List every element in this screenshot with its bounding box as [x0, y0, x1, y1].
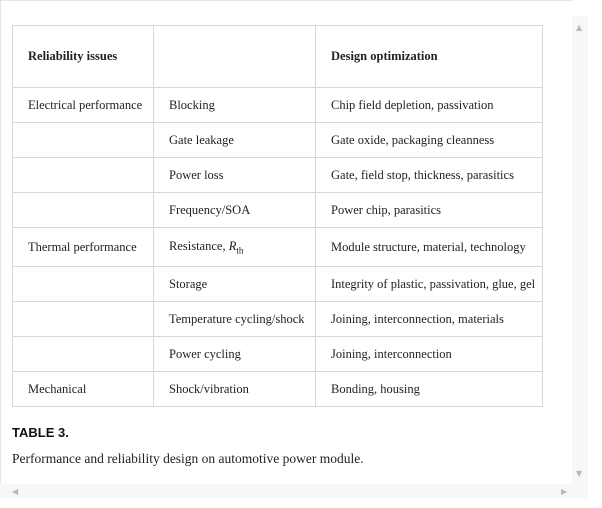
cell-category: Thermal performance — [13, 228, 154, 267]
cell-category — [13, 193, 154, 228]
table-row — [13, 88, 543, 123]
cell-issue: Temperature cycling/shock — [154, 302, 316, 337]
cell-issue: Gate leakage — [154, 123, 316, 158]
cell-category — [13, 337, 154, 372]
cell-issue: Frequency/SOA — [154, 193, 316, 228]
header-issue-type — [154, 26, 316, 88]
reliability-table — [12, 25, 543, 407]
cell-optimization: Integrity of plastic, passivation, glue, gel — [316, 267, 543, 302]
cell-issue: Power cycling — [154, 337, 316, 372]
cell-optimization: Power chip, parasitics — [316, 193, 543, 228]
cell-category: Electrical performance — [13, 88, 154, 123]
cell-optimization: Joining, interconnection — [316, 337, 543, 372]
scroll-right-icon[interactable]: ▶ — [561, 487, 568, 496]
cell-issue: Power loss — [154, 158, 316, 193]
table-caption-text: Performance and reliability design on automotive power module. — [12, 451, 364, 466]
cell-issue: Blocking — [154, 88, 316, 123]
cell-issue — [154, 228, 316, 267]
table-row — [13, 158, 543, 193]
cell-optimization: Gate, field stop, thickness, parasitics — [316, 158, 543, 193]
scroll-left-icon[interactable]: ◀ — [12, 487, 19, 496]
table-row — [13, 228, 543, 267]
issue-symbol: R — [228, 238, 237, 253]
scroll-up-icon[interactable]: ▲ — [576, 23, 583, 32]
issue-prefix: Resistance, — [169, 238, 229, 253]
table-row — [13, 193, 543, 228]
cell-optimization: Gate oxide, packaging cleanness — [316, 123, 543, 158]
horizontal-scrollbar[interactable] — [0, 484, 572, 498]
header-design-optimization: Design optimization — [316, 26, 543, 88]
header-reliability-issues: Reliability issues — [13, 26, 154, 88]
cell-category — [13, 158, 154, 193]
scrollbar-corner — [572, 484, 588, 498]
cell-optimization: Joining, interconnection, materials — [316, 302, 543, 337]
vertical-scrollbar[interactable] — [572, 16, 588, 484]
scroll-down-icon[interactable]: ▼ — [576, 469, 583, 478]
issue-subscript: th — [236, 245, 244, 256]
cell-category — [13, 302, 154, 337]
cell-issue: Storage — [154, 267, 316, 302]
cell-category — [13, 267, 154, 302]
table-row — [13, 302, 543, 337]
cell-category — [13, 123, 154, 158]
cell-category: Mechanical — [13, 372, 154, 407]
cell-optimization: Chip field depletion, passivation — [316, 88, 543, 123]
table-row — [13, 123, 543, 158]
cell-optimization: Bonding, housing — [316, 372, 543, 407]
table-row — [13, 337, 543, 372]
table-header-row — [13, 26, 543, 88]
table-row — [13, 267, 543, 302]
cell-optimization: Module structure, material, technology — [316, 228, 543, 267]
cell-issue: Shock/vibration — [154, 372, 316, 407]
table-caption-label: TABLE 3. — [12, 425, 69, 440]
table-row — [13, 372, 543, 407]
